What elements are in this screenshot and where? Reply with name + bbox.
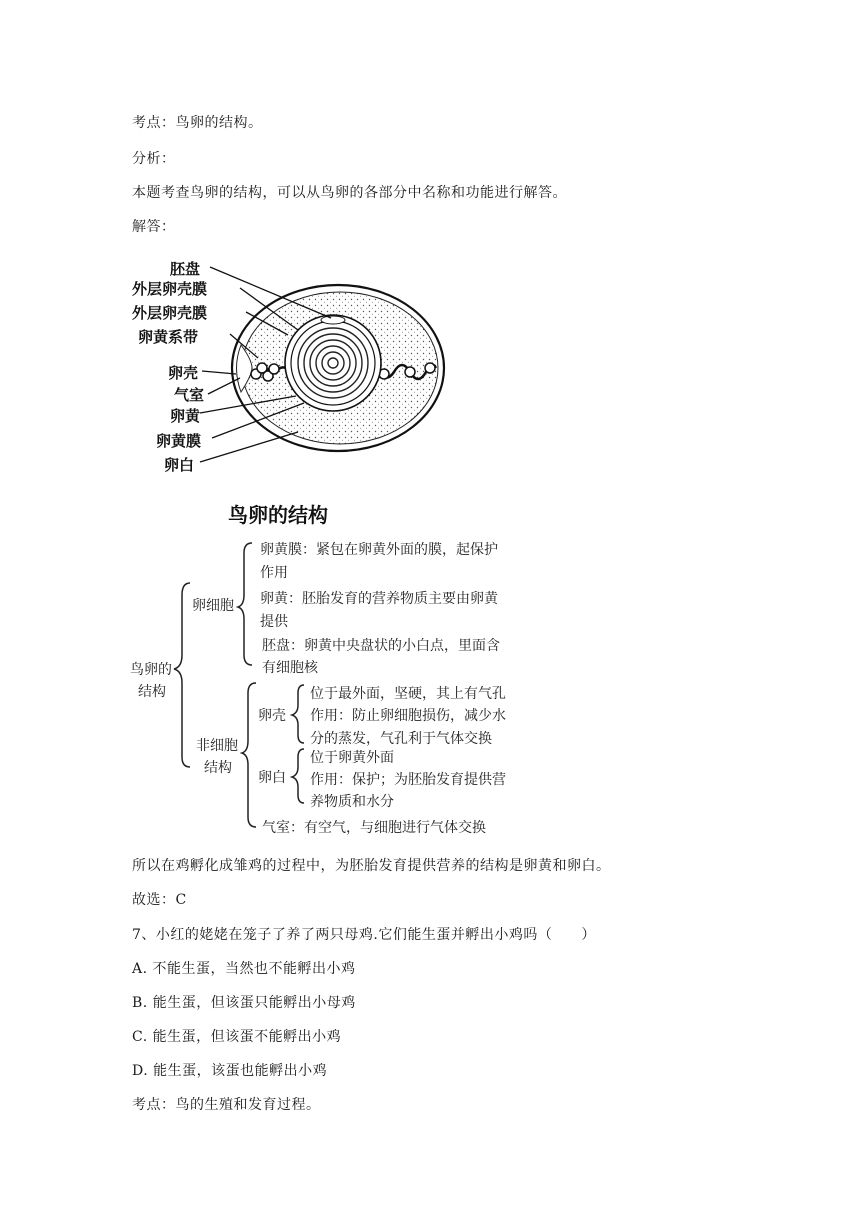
egg-structure-figure [128, 250, 448, 480]
label-outer-shell-membrane-2: 外层卵壳膜 [132, 304, 208, 322]
label-shell: 卵壳 [168, 364, 199, 382]
cell-item-3a: 胚盘：卵黄中央盘状的小白点，里面含 [262, 638, 500, 654]
label-outer-shell-membrane: 外层卵壳膜 [132, 280, 208, 298]
albumen-label: 卵白 [258, 770, 286, 786]
jieda-label: 解答： [132, 219, 176, 235]
kaodian-line: 考点：鸟卵的结构。 [132, 115, 263, 131]
cell-item-2b: 提供 [260, 614, 288, 630]
cell-label: 卵细胞 [192, 598, 234, 614]
option-c: C. 能生蛋，但该蛋不能孵出小鸡 [132, 1029, 342, 1045]
shell-item-2: 作用：防止卵细胞损伤，减少水 [310, 708, 506, 724]
cell-item-3b: 有细胞核 [262, 660, 318, 676]
option-b: B. 能生蛋，但该蛋只能孵出小母鸡 [132, 995, 356, 1011]
albumen-item-3: 养物质和水分 [310, 794, 394, 810]
option-d: D. 能生蛋，该蛋也能孵出小鸡 [132, 1063, 328, 1079]
label-albumen: 卵白 [164, 456, 195, 474]
cell-item-1a: 卵黄膜：紧包在卵黄外面的膜，起保护 [260, 542, 498, 558]
albumen-item-2: 作用：保护；为胚胎发育提供营 [310, 772, 506, 788]
cell-item-1b: 作用 [260, 565, 288, 581]
chart-root-2: 结构 [138, 684, 166, 700]
kaodian-line-2: 考点：鸟的生殖和发育过程。 [132, 1097, 321, 1113]
egg-structure-chart [128, 495, 548, 840]
label-air-chamber: 气室 [174, 386, 205, 404]
label-yolk-membrane: 卵黄膜 [156, 432, 202, 450]
chart-root-1: 鸟卵的 [130, 662, 172, 678]
shell-item-1: 位于最外面，坚硬，其上有气孔 [310, 686, 506, 702]
noncell-label-1: 非细胞 [196, 738, 238, 754]
noncell-label-2: 结构 [204, 760, 232, 776]
fenxi-label: 分析： [132, 151, 176, 167]
conclusion-line: 所以在鸡孵化成雏鸡的过程中，为胚胎发育提供营养的结构是卵黄和卵白。 [132, 858, 611, 874]
albumen-item-1: 位于卵黄外面 [310, 750, 394, 766]
question-7: 7、小红的姥姥在笼子了养了两只母鸡.它们能生蛋并孵出小鸡吗（ ） [132, 927, 596, 943]
shell-item-3: 分的蒸发，气孔利于气体交换 [310, 731, 492, 747]
label-yolk: 卵黄 [170, 407, 201, 425]
fenxi-text: 本题考查鸟卵的结构，可以从鸟卵的各部分中名称和功能进行解答。 [132, 185, 567, 201]
air-chamber-item: 气室：有空气，与细胞进行气体交换 [262, 820, 486, 836]
chart-title: 鸟卵的结构 [228, 503, 328, 527]
label-embryonic-disc: 胚盘 [170, 260, 201, 278]
option-a: A. 不能生蛋，当然也不能孵出小鸡 [132, 961, 356, 977]
cell-item-2a: 卵黄：胚胎发育的营养物质主要由卵黄 [260, 591, 498, 607]
shell-label: 卵壳 [258, 708, 286, 724]
answer-line: 故选：C [132, 892, 187, 908]
label-chalaza: 卵黄系带 [138, 328, 199, 346]
